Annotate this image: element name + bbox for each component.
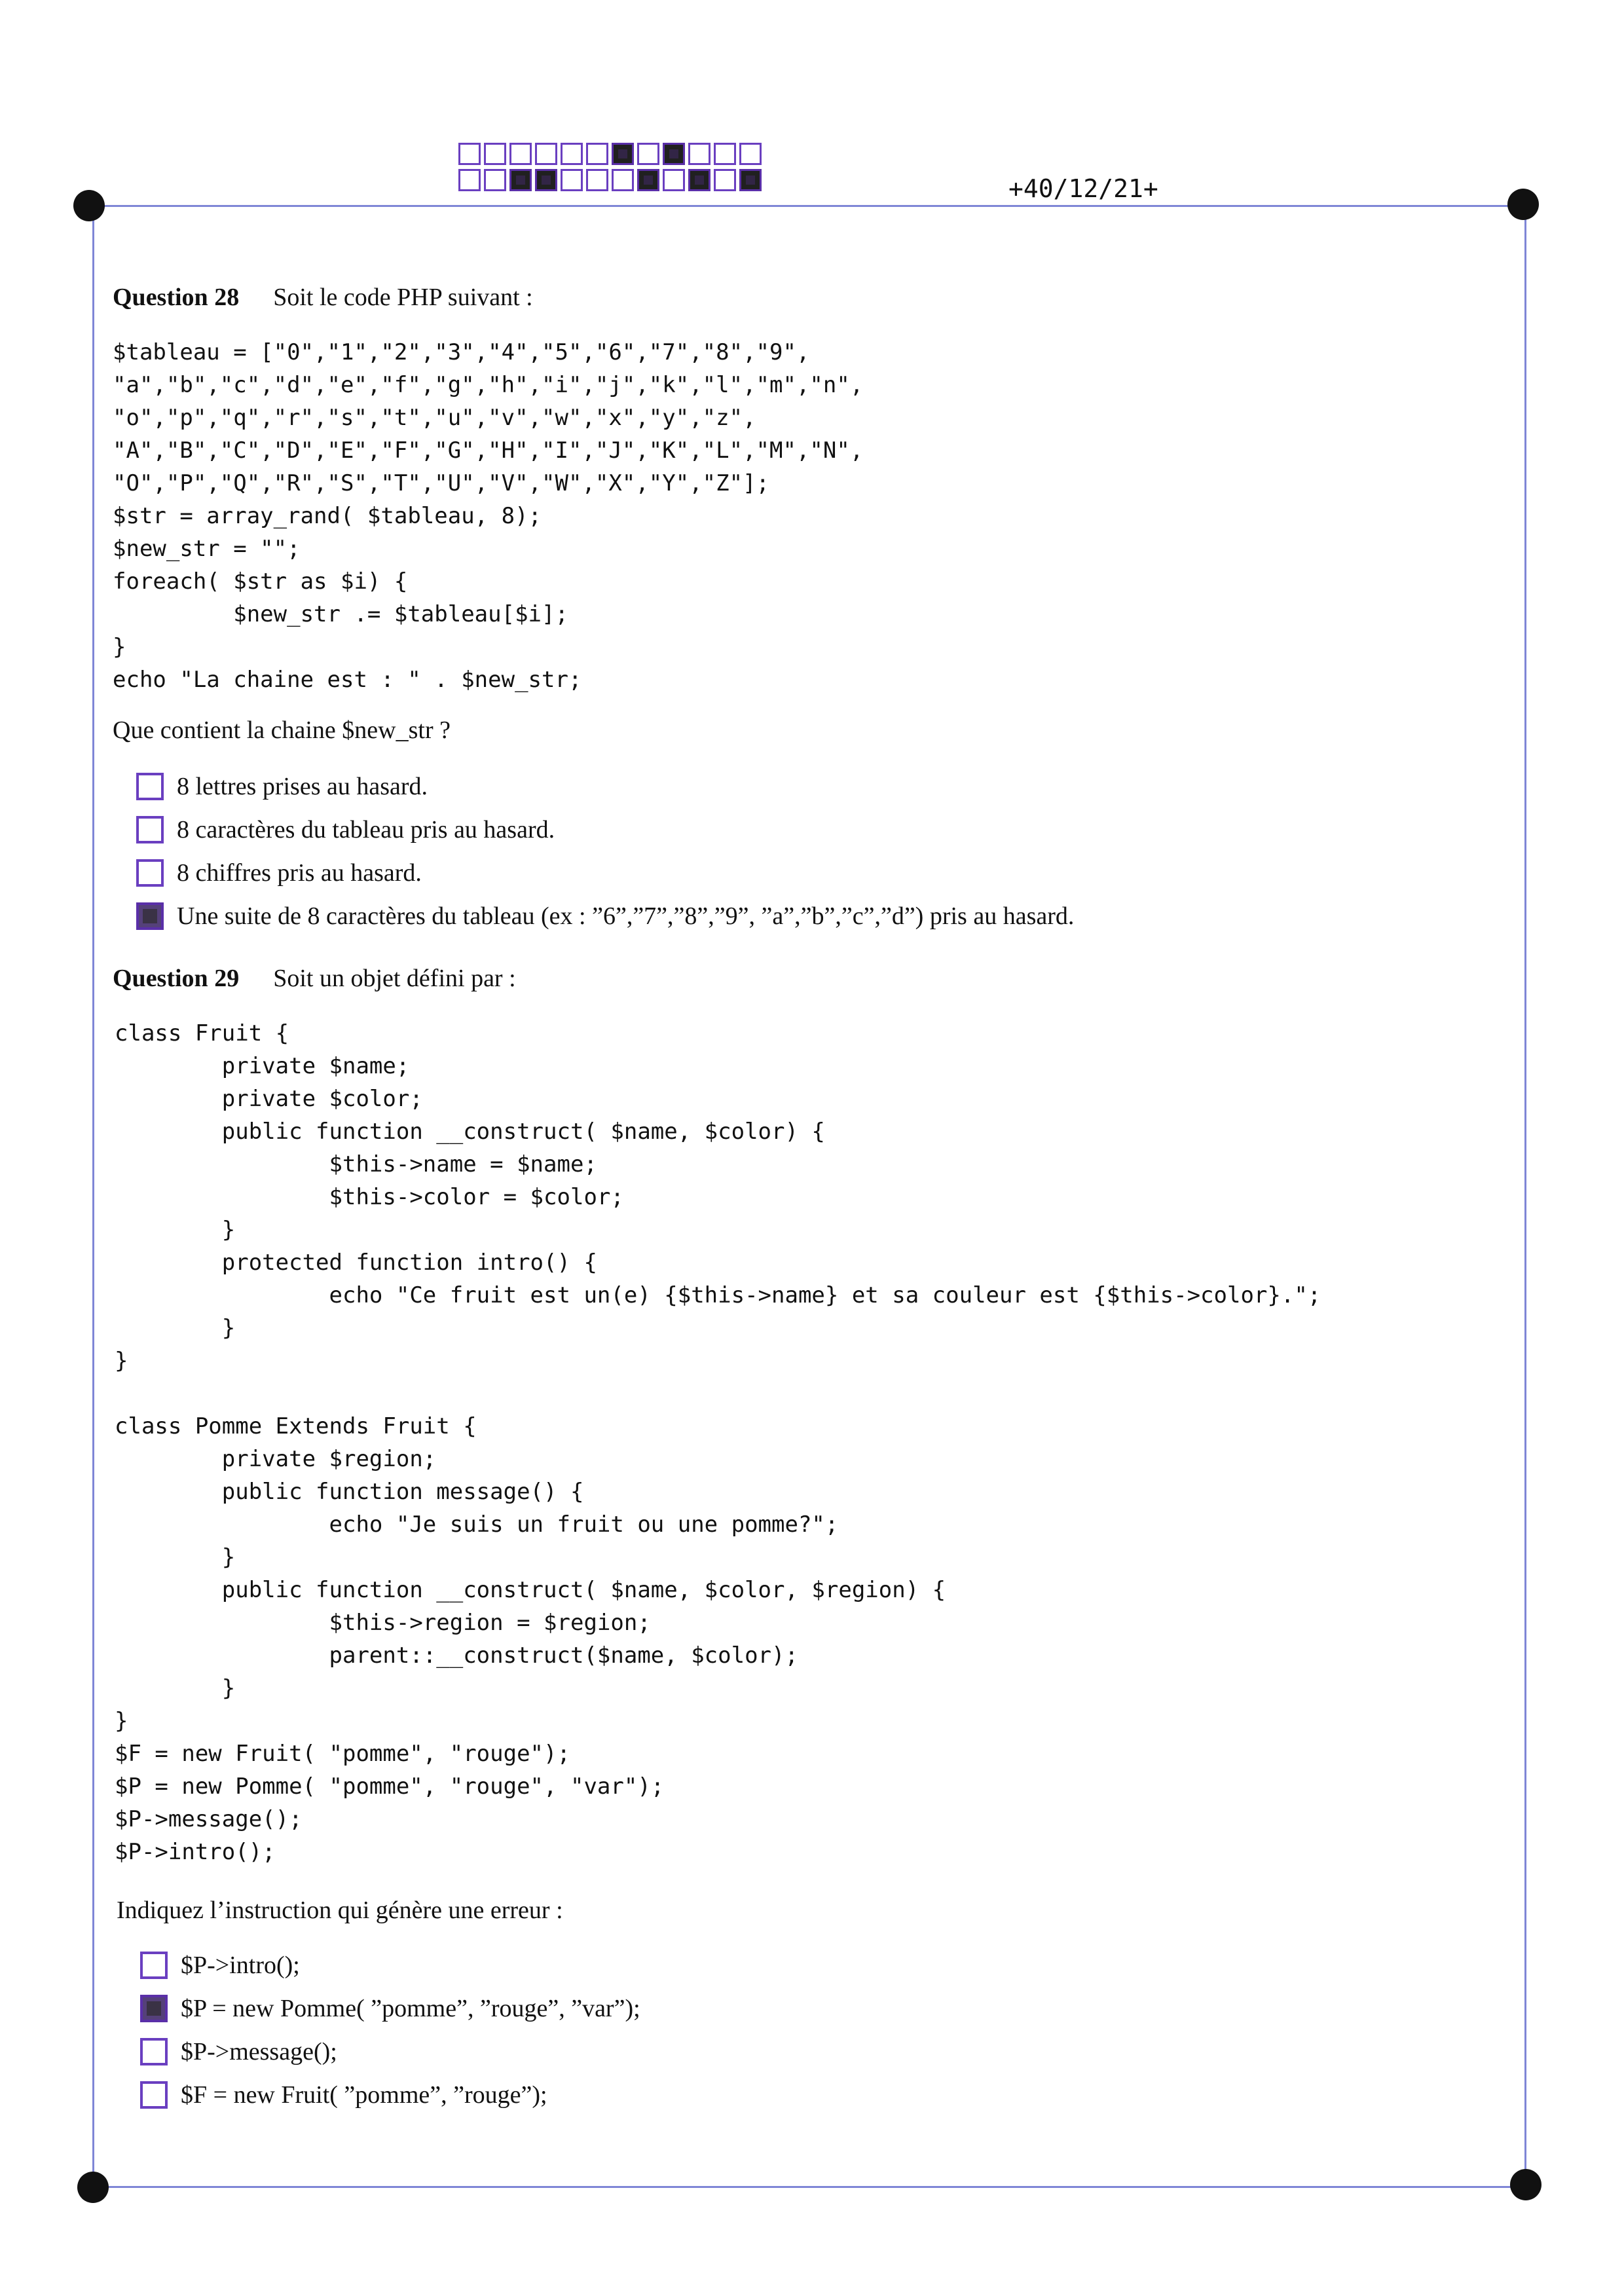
- answer-checkbox[interactable]: [140, 1952, 168, 1979]
- answer-checkbox[interactable]: [136, 816, 164, 843]
- frame-top-line: [92, 205, 1526, 207]
- id-code-bit-filled: [535, 169, 557, 191]
- corner-mark-top-left: [73, 190, 105, 221]
- answer-label: $P->message();: [181, 2038, 337, 2065]
- id-code-bit-empty: [561, 169, 583, 191]
- id-code-bit-empty: [663, 169, 685, 191]
- question-28-options: [136, 765, 1074, 938]
- question-29-prompt: Indiquez l’instruction qui génère une erreur :: [117, 1897, 563, 1924]
- question-29-code: class Fruit { private $name; private $color; public function __construct( $name, $color) { $this->name = $name; $this->color = $color; } protected function intro() { echo "Ce fruit est un(e) {$this->name} et sa couleur est {$this->color}."; } } class Pomme Extends Fruit { private $region; public function message() { echo "Je suis un fruit ou une pomme?"; } public function __construct( $name, $color, $region) { $this->region = $region; parent::__construct($name, $color); } } $F = new Fruit( "pomme", "rouge"); $P = new Pomme( "pomme", "rouge", "var"); $P->message(); $P->intro();: [115, 1020, 1321, 1865]
- answer-option[interactable]: [140, 2073, 640, 2117]
- answer-label: $F = new Fruit( ”pomme”, ”rouge”);: [181, 2081, 547, 2109]
- question-29-options: [140, 1944, 640, 2117]
- corner-mark-top-right: [1507, 189, 1539, 220]
- id-code-bit-empty: [714, 143, 736, 165]
- id-code-bit-empty: [561, 143, 583, 165]
- answer-label: 8 chiffres pris au hasard.: [177, 859, 422, 887]
- answer-checkbox[interactable]: [140, 1995, 168, 2022]
- frame-bottom-line: [94, 2186, 1528, 2188]
- id-code-bit-filled: [739, 169, 762, 191]
- answer-option[interactable]: [140, 2030, 640, 2073]
- frame-left-line: [92, 205, 94, 2188]
- id-code-bit-empty: [612, 169, 634, 191]
- id-code-bit-empty: [484, 143, 506, 165]
- id-code-bit-empty: [458, 143, 481, 165]
- id-code-bit-empty: [535, 143, 557, 165]
- answer-checkbox[interactable]: [136, 902, 164, 930]
- answer-label: Une suite de 8 caractères du tableau (ex : ”6”,”7”,”8”,”9”, ”a”,”b”,”c”,”d”) pris au hasard.: [177, 902, 1075, 930]
- id-code-bit-empty: [739, 143, 762, 165]
- answer-label: 8 caractères du tableau pris au hasard.: [177, 816, 555, 843]
- answer-checkbox[interactable]: [140, 2038, 168, 2065]
- question-28-code: $tableau = ["0","1","2","3","4","5","6","7","8","9", "a","b","c","d","e","f","g","h","i","j","k","l","m","n", "o","p","q","r","s","t","u","v","w","x","y","z", "A","B","C","D","E","F","G","H","I","J","K","L","M","N", "O","P","Q","R","S","T","U","V","W","X","Y","Z"]; $str = array_rand( $tableau, 8); $new_str = ""; foreach( $str as $i) { $new_str .= $tableau[$i]; } echo "La chaine est : " . $new_str;: [113, 339, 864, 693]
- answer-option[interactable]: [136, 851, 1074, 895]
- answer-checkbox[interactable]: [140, 2081, 168, 2109]
- id-code-bit-empty: [509, 143, 532, 165]
- question-28-intro: Soit le code PHP suivant :: [273, 284, 533, 311]
- answer-checkbox[interactable]: [136, 859, 164, 887]
- question-29-intro: Soit un objet défini par :: [273, 965, 516, 992]
- question-28-label: Question 28: [113, 284, 240, 311]
- corner-mark-bottom-right: [1510, 2169, 1541, 2200]
- id-code-bit-empty: [688, 143, 710, 165]
- answer-label: $P->intro();: [181, 1952, 300, 1979]
- answer-label: $P = new Pomme( ”pomme”, ”rouge”, ”var”);: [181, 1995, 640, 2022]
- question-28-title: [113, 283, 533, 312]
- frame-right-line: [1524, 205, 1526, 2188]
- page-id-label: +40/12/21+: [1008, 174, 1158, 203]
- corner-mark-bottom-left: [77, 2172, 109, 2203]
- id-code-bit-filled: [688, 169, 710, 191]
- id-code-bit-filled: [612, 143, 634, 165]
- answer-option[interactable]: [136, 895, 1074, 938]
- id-code-bit-empty: [714, 169, 736, 191]
- id-code-bit-empty: [586, 143, 608, 165]
- id-code-bit-filled: [509, 169, 532, 191]
- id-code-row: [458, 169, 762, 191]
- question-29-title: [113, 964, 516, 993]
- question-28-prompt: Que contient la chaine $new_str ?: [113, 716, 451, 744]
- question-29-label: Question 29: [113, 965, 240, 992]
- answer-checkbox[interactable]: [136, 773, 164, 800]
- id-code-bit-empty: [637, 143, 659, 165]
- id-code-row: [458, 143, 762, 165]
- page-id-code: [458, 143, 762, 191]
- id-code-bit-filled: [663, 143, 685, 165]
- id-code-bit-empty: [484, 169, 506, 191]
- id-code-bit-empty: [586, 169, 608, 191]
- answer-option[interactable]: [140, 1944, 640, 1987]
- answer-label: 8 lettres prises au hasard.: [177, 773, 428, 800]
- answer-option[interactable]: [140, 1987, 640, 2030]
- id-code-bit-filled: [637, 169, 659, 191]
- answer-option[interactable]: [136, 765, 1074, 808]
- id-code-bit-empty: [458, 169, 481, 191]
- answer-option[interactable]: [136, 808, 1074, 851]
